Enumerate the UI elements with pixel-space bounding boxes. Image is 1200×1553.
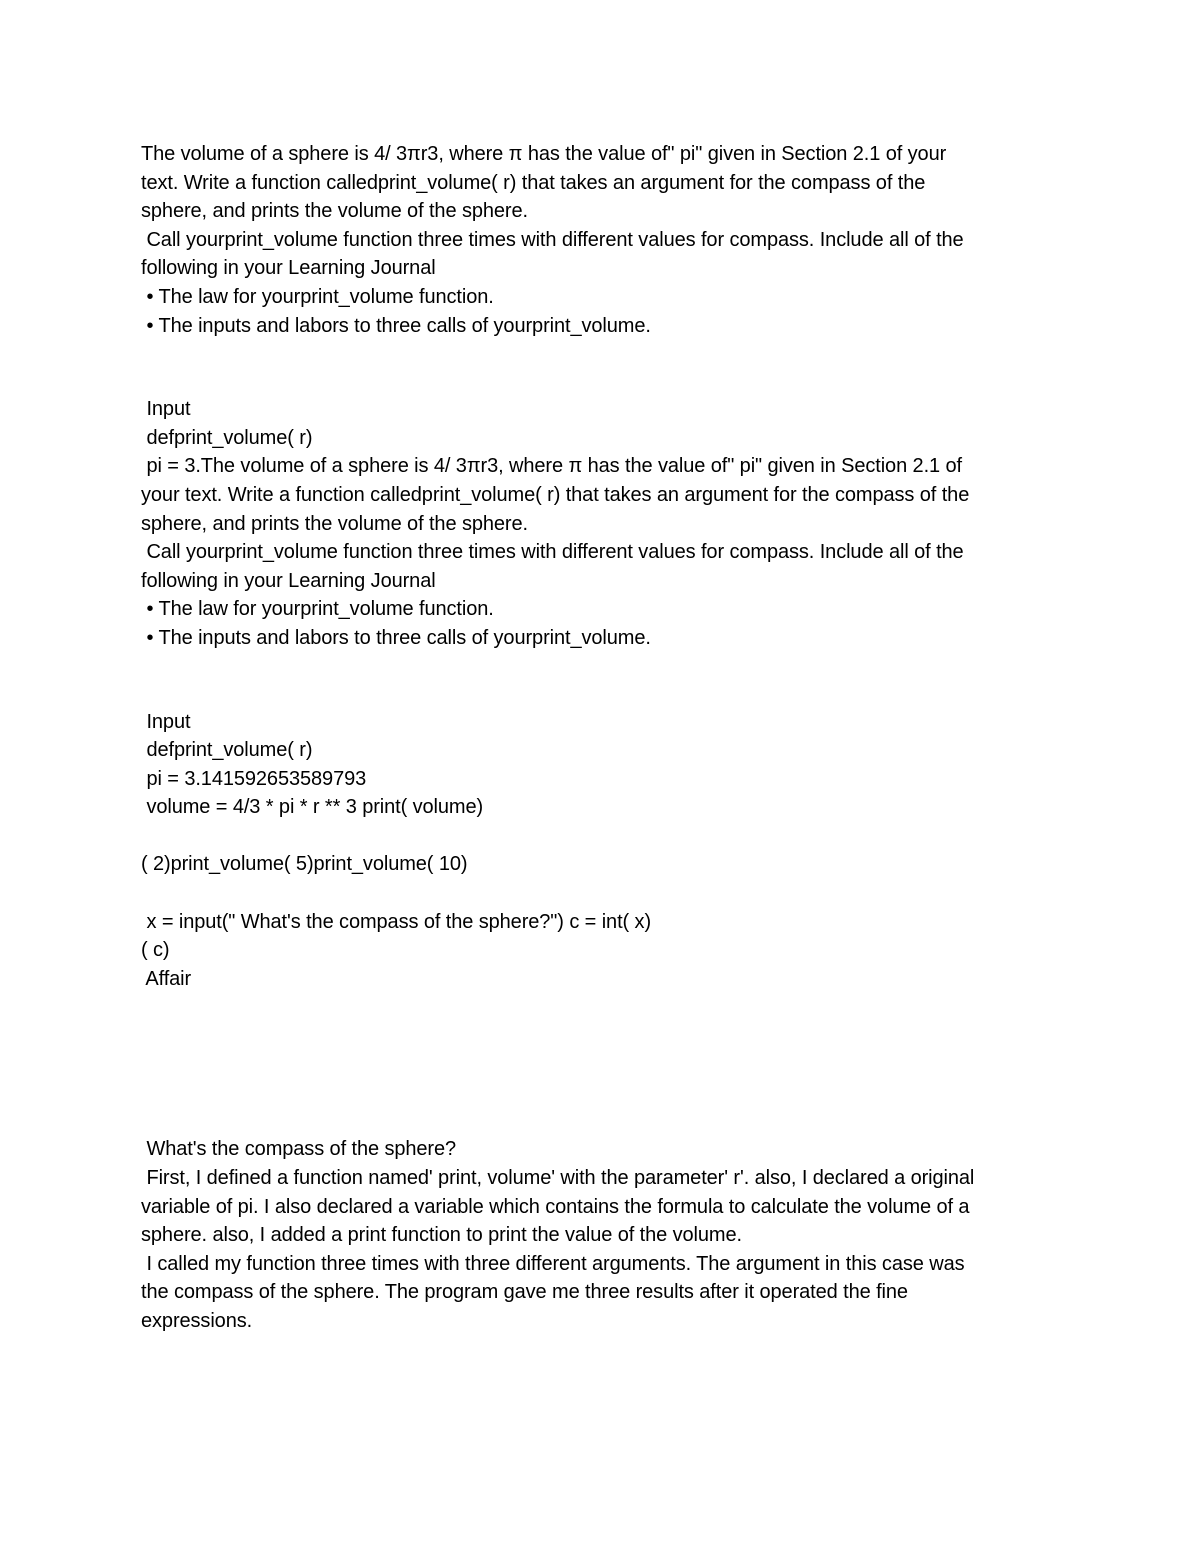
text-line: sphere, and prints the volume of the sphere. [141, 200, 528, 223]
text-line: variable of pi. I also declared a variable which contains the formula to calculate the volume of a [141, 1195, 970, 1218]
text-line: The volume of a sphere is 4/ 3πr3, where π has the value of" pi" given in Section 2.1 of your [141, 143, 947, 165]
text-line: Call yourprint_volume function three times with different values for compass. Include all of the [141, 541, 964, 564]
spacer [141, 879, 1061, 908]
text-line: following in your Learning Journal [141, 569, 436, 592]
text-line: sphere, and prints the volume of the sphere. [141, 512, 528, 535]
text-line: pi = 3.The volume of a sphere is 4/ 3πr3, where π has the value of" pi" given in Section 2.1 of [141, 455, 962, 478]
bullet-line: • The law for yourprint_volume function. [141, 598, 494, 621]
text-line: following in your Learning Journal [141, 257, 436, 280]
text-line: Input [141, 398, 191, 421]
calls-section [141, 850, 1061, 879]
input-section-2 [141, 708, 1061, 822]
code-line: ( c) [141, 939, 170, 962]
code-line: volume = 4/3 * pi * r ** 3 print( volume) [141, 796, 484, 819]
spacer [141, 340, 1061, 395]
text-line: the compass of the sphere. The program gave me three results after it operated the fine [141, 1281, 908, 1304]
bullet-line: • The inputs and labors to three calls of yourprint_volume. [141, 314, 651, 337]
document-page [141, 140, 1061, 1336]
text-line: I called my function three times with three different arguments. The argument in this case was [141, 1252, 965, 1275]
text-line: expressions. [141, 1310, 253, 1332]
spacer [141, 822, 1061, 851]
input-code-section [141, 908, 1061, 994]
explanation-paragraph [141, 1135, 1061, 1335]
text-line: Call yourprint_volume function three times with different values for compass. Include all of the [141, 228, 964, 251]
bullet-line: • The inputs and labors to three calls of yourprint_volume. [141, 626, 651, 649]
text-line: Affair [141, 967, 192, 990]
code-line: x = input(" What's the compass of the sphere?") c = int( x) [141, 910, 652, 933]
text-line: sphere. also, I added a print function to print the value of the volume. [141, 1224, 742, 1247]
code-line: defprint_volume( r) [141, 426, 313, 449]
spacer [141, 993, 1061, 1135]
code-line: defprint_volume( r) [141, 739, 313, 762]
input-section-1 [141, 395, 1061, 652]
bullet-line: • The law for yourprint_volume function. [141, 285, 494, 308]
code-line: pi = 3.141592653589793 [141, 767, 367, 790]
text-line: text. Write a function calledprint_volume( r) that takes an argument for the compass of the [141, 171, 926, 194]
code-line: ( 2)print_volume( 5)print_volume( 10) [141, 853, 468, 876]
text-line: Input [141, 710, 191, 733]
text-line: your text. Write a function calledprint_volume( r) that takes an argument for the compass of the [141, 483, 970, 506]
spacer [141, 653, 1061, 708]
intro-paragraph [141, 140, 1061, 340]
text-line: What's the compass of the sphere? [141, 1138, 457, 1161]
text-line: First, I defined a function named' print, volume' with the parameter' r'. also, I declared a original [141, 1167, 975, 1190]
